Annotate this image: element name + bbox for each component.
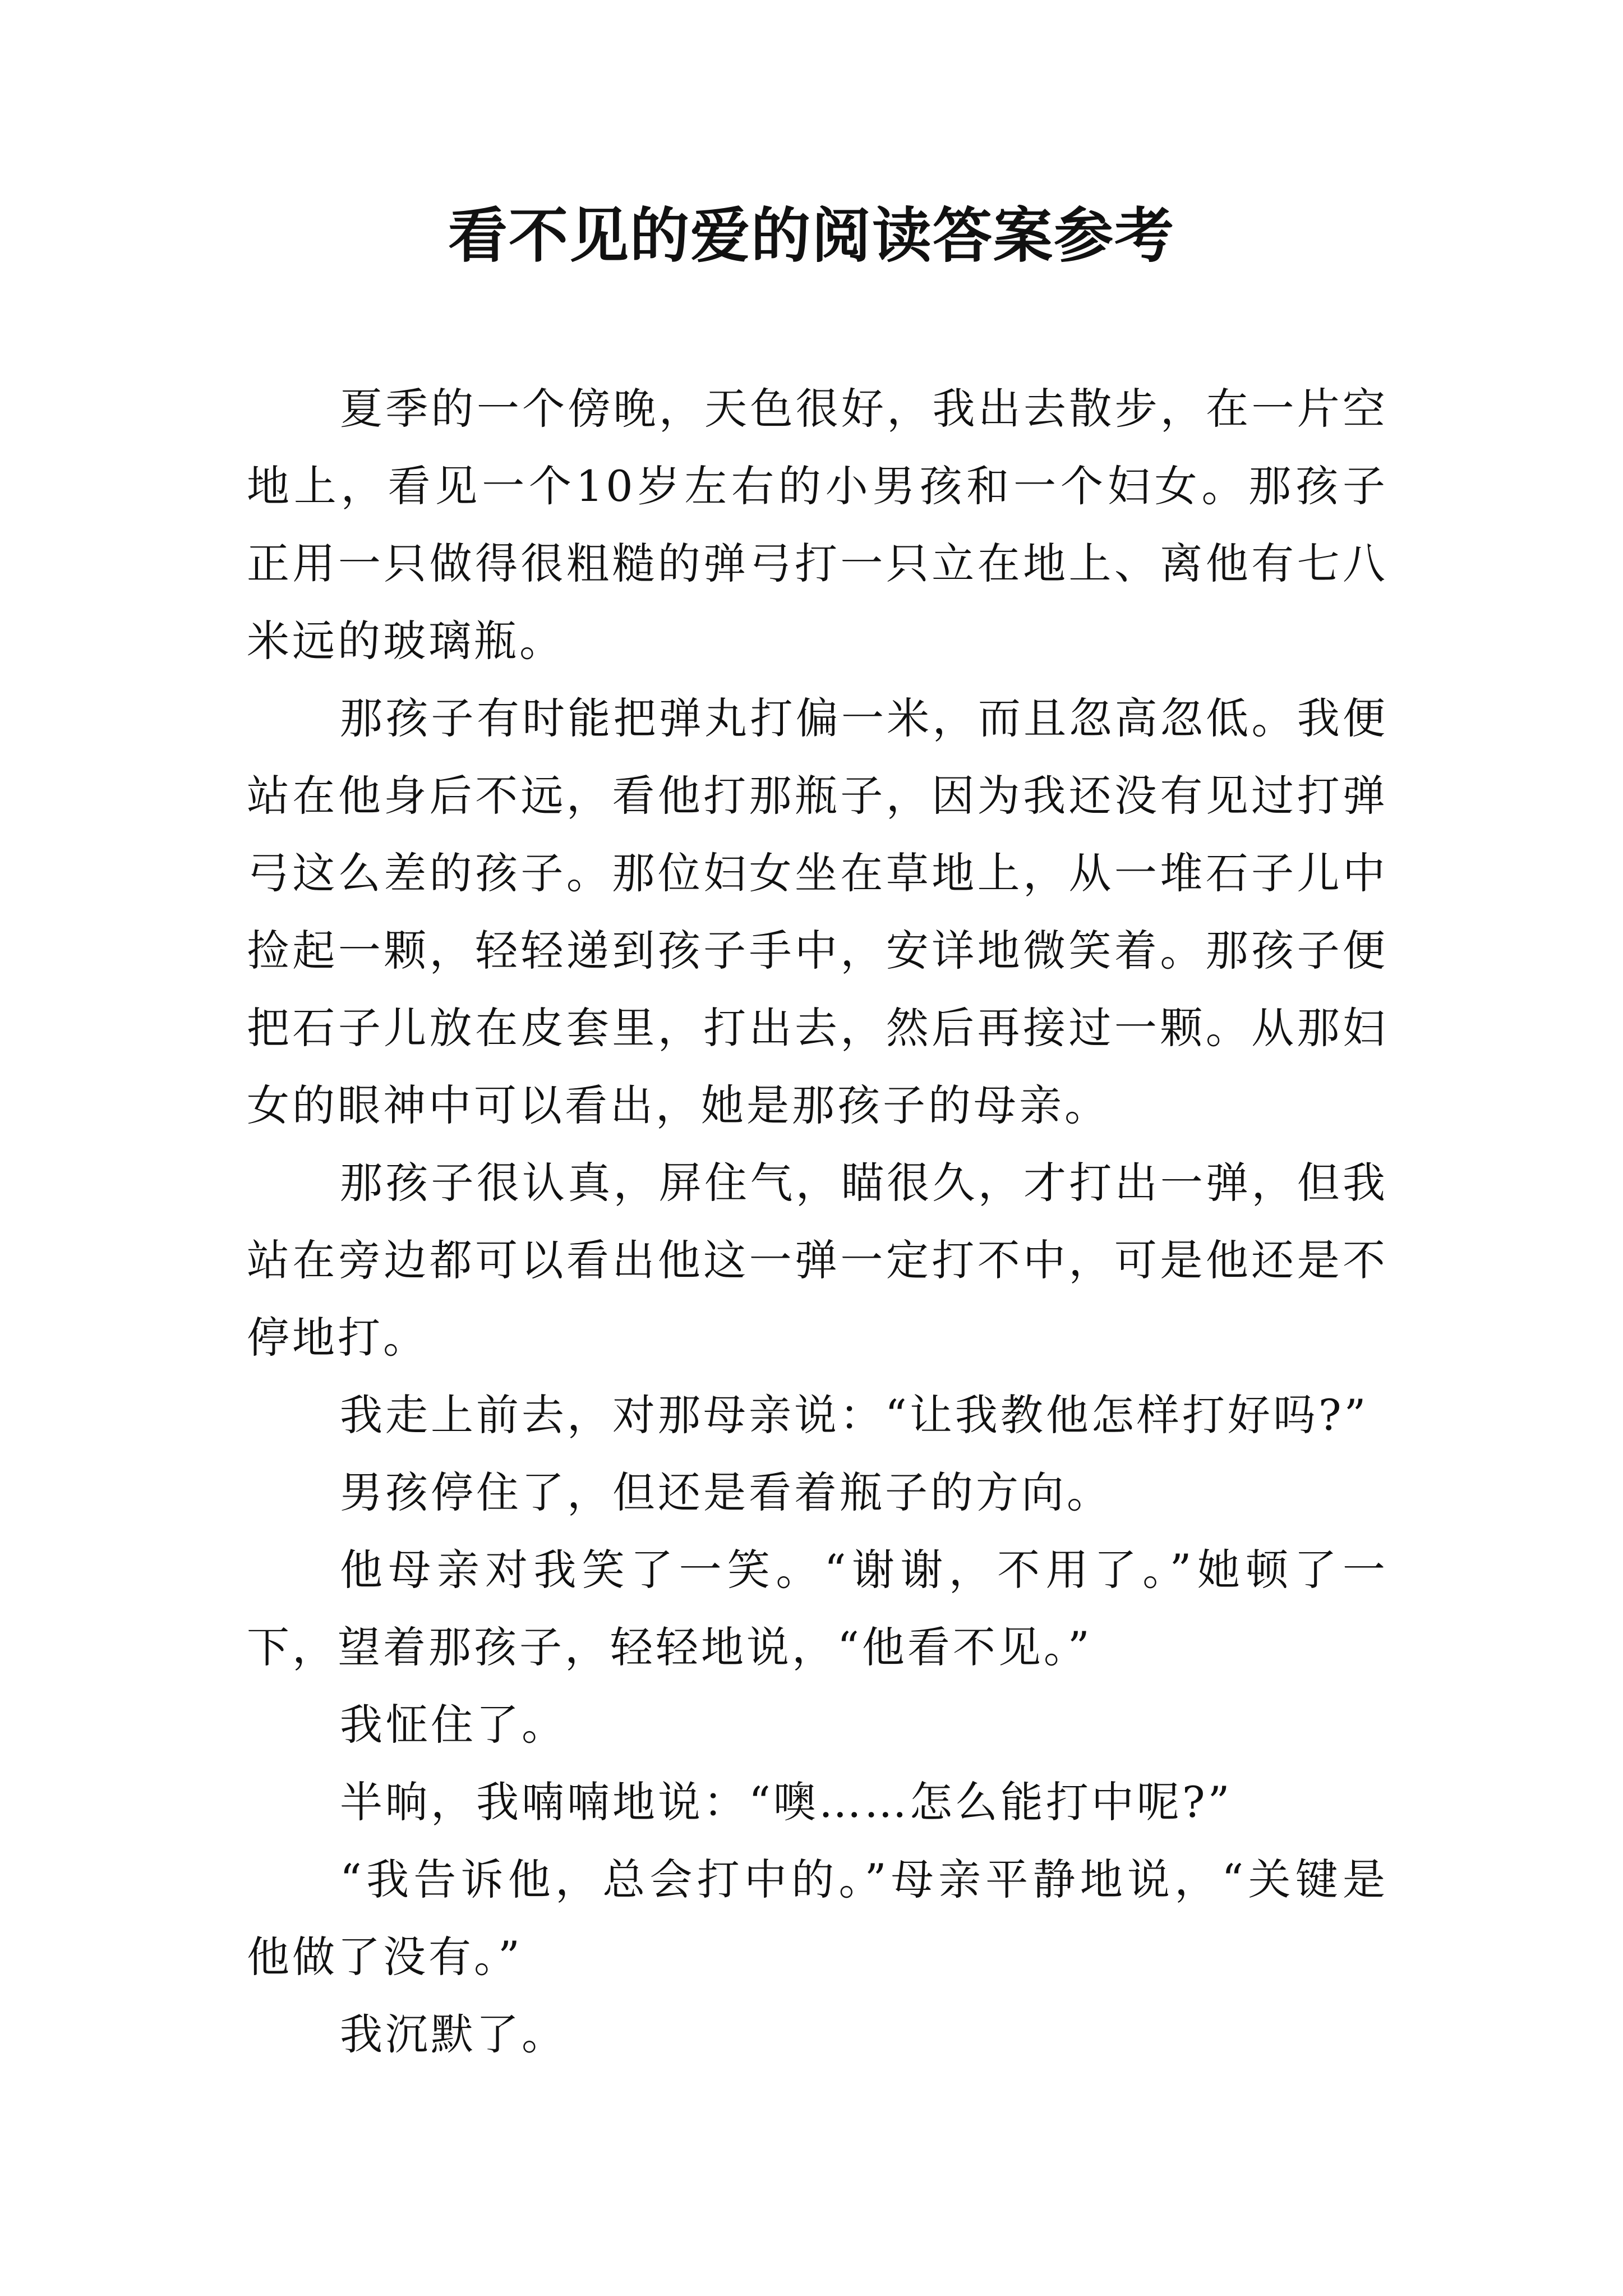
- paragraph: 我怔住了。: [340, 1700, 567, 1750]
- paragraph: 半晌，我喃喃地说：“噢……怎么能打中呢?”: [340, 1777, 1233, 1827]
- paragraph: 我沉默了。: [340, 2009, 567, 2059]
- paragraph: 我走上前去，对那母亲说：“让我教他怎样打好吗?”: [340, 1390, 1369, 1440]
- paragraph: 夏季的一个傍晚，天色很好，我出去散步，在一片空地上，看见一个10岁左右的小男孩和一个妇女。那孩子正用一只做得很粗糙的弹弓打一只立在地上、离他有七八米远的玻璃瓶。: [247, 384, 1388, 666]
- document-title: 看不见的爱的阅读答案参考: [448, 200, 1175, 270]
- document-body: [247, 370, 1388, 2073]
- paragraph: 那孩子有时能把弹丸打偏一米，而且忽高忽低。我便站在他身后不远，看他打那瓶子，因为我还没有见过打弹弓这么差的孩子。那位妇女坐在草地上，从一堆石子儿中捡起一颗，轻轻递到孩子手中，安详地微笑着。那孩子便把石子儿放在皮套里，打出去，然后再接过一颗。从那妇女的眼神中可以看出，她是那孩子的母亲。: [247, 693, 1388, 1130]
- paragraph: 男孩停住了，但还是看着瓶子的方向。: [340, 1467, 1112, 1517]
- paragraph: “我告诉他，总会打中的。”母亲平静地说，“关键是他做了没有。”: [247, 1855, 1388, 1982]
- paragraph: 那孩子很认真，屏住气，瞄很久，才打出一弹，但我站在旁边都可以看出他这一弹一定打不中，可是他还是不停地打。: [247, 1158, 1388, 1363]
- paragraph: 他母亲对我笑了一笑。“谢谢，不用了。”她顿了一下，望着那孩子，轻轻地说，“他看不见。”: [247, 1545, 1388, 1672]
